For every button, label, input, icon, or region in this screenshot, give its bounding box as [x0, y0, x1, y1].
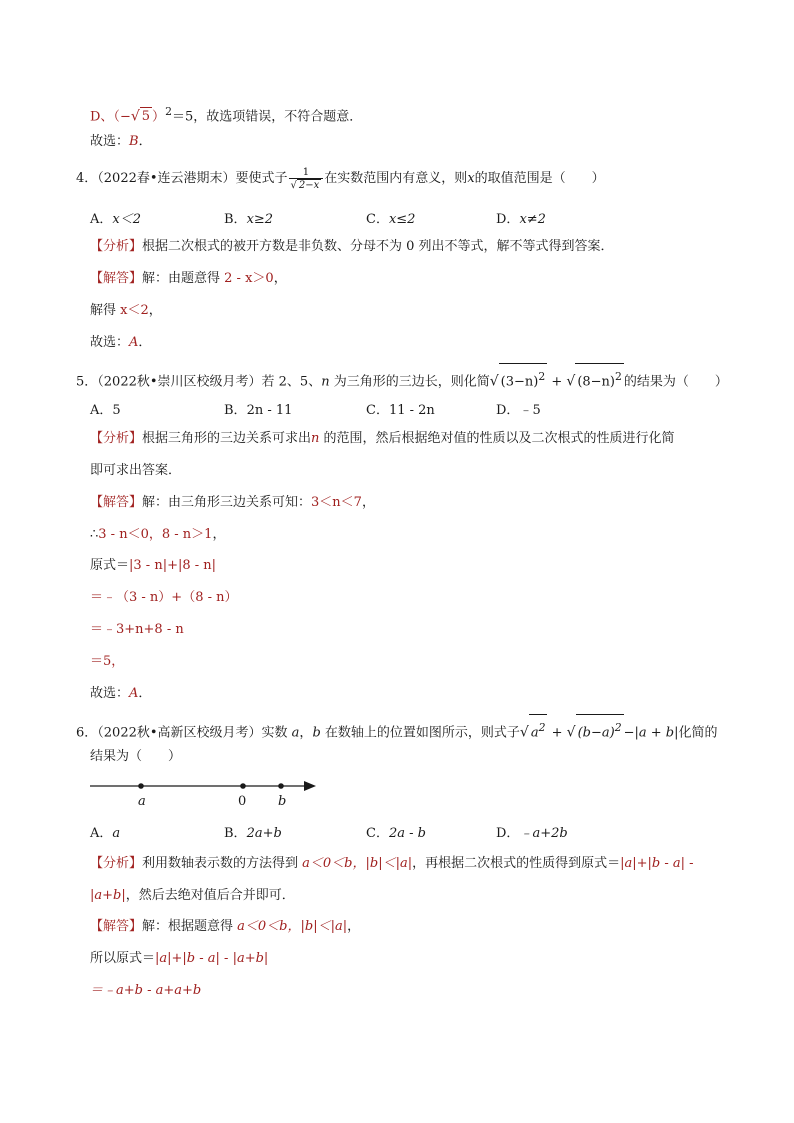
- q6-analysis-2: [90, 887, 295, 905]
- q6-analysis-tag: 【分析】: [90, 856, 143, 871]
- q5-step-2: [90, 557, 216, 575]
- q6-plus: +: [547, 725, 567, 741]
- q4-frac-den-radicand: 2−x: [298, 179, 320, 191]
- sqrt-symbol-icon: √: [566, 724, 576, 741]
- q5-option-d[interactable]: [496, 399, 541, 418]
- q6-answer: [90, 918, 360, 936]
- q5-step1-end: ，: [212, 527, 226, 542]
- q6-option-c-label: C．: [366, 826, 389, 841]
- q4-option-b-label: B．: [224, 212, 247, 227]
- q5-choose-period: ．: [138, 686, 152, 701]
- q5-option-c-text: 11 - 2n: [388, 403, 435, 418]
- q5-radical-2-sup: 2: [615, 370, 622, 383]
- q4-option-c-text: x≤2: [388, 212, 416, 227]
- q5-option-a-label: A．: [90, 403, 113, 418]
- q5-radical-1-body: (3−n): [500, 374, 539, 390]
- q5-stem: [76, 363, 728, 395]
- prev-option-d-close: ）: [152, 109, 166, 125]
- q4-answer: [90, 270, 287, 288]
- q5-analysis-1b: 的范围，然后根据绝对值的性质以及二次根式的性质进行化简: [319, 431, 675, 446]
- q6-analysis-1b: ，再根据二次根式的性质得到原式＝: [412, 856, 621, 871]
- q5-radical-1: [499, 363, 548, 395]
- q5-choose: [90, 685, 151, 703]
- q6-option-b[interactable]: [224, 822, 282, 841]
- q4-option-b[interactable]: [224, 208, 273, 227]
- q5-option-d-text: ﹣5: [519, 403, 541, 418]
- q5-option-b-label: B．: [224, 403, 247, 418]
- prev-option-d-line: [90, 103, 362, 126]
- q5-step-4: ＝﹣3+n+8 - n: [90, 622, 184, 637]
- q4-stem-tail: 的取值范围是（ ）: [474, 171, 605, 186]
- q4-analysis-text: 根据二次根式的被开方数是非负数、分母不为 0 列出不等式，解不等式得到答案．: [142, 239, 614, 254]
- prev-choose-value: B: [129, 134, 139, 149]
- q6-answer-expr: a＜0＜b，|b|＜|a|: [237, 919, 348, 934]
- q4-option-c-label: C．: [366, 212, 389, 227]
- q5-answer-expr: 3＜n＜7: [311, 495, 362, 510]
- q5-option-c[interactable]: [366, 399, 435, 418]
- q6-option-a-text: a: [112, 826, 121, 841]
- arrow-right-icon: [304, 781, 316, 791]
- q5-plus: +: [547, 374, 567, 390]
- q5-step2-prefix: 原式＝: [90, 558, 130, 573]
- q6-option-c[interactable]: [366, 822, 426, 841]
- prev-option-d-sup: 2: [165, 105, 172, 118]
- q4-solve-expr: x＜2: [120, 303, 149, 318]
- q6-stem-tail: 化简的: [678, 725, 718, 741]
- q6-analysis-1a: 利用数轴表示数的方法得到: [142, 856, 303, 871]
- q5-step1-expr: 3 - n＜0，8 - n＞1: [98, 527, 213, 542]
- q6-step1-expr: |a|+|b - a| - |a+b|: [155, 951, 269, 966]
- q4-answer-tag: 【解答】: [90, 271, 143, 286]
- q5-analysis-1: [90, 430, 675, 448]
- q4-choose: [90, 334, 151, 352]
- q4-answer-intro: 解：由题意得: [142, 271, 225, 286]
- q4-analysis-tag: 【分析】: [90, 239, 143, 254]
- q4-solve: [90, 302, 162, 320]
- q6-radical-2-sup: 2: [614, 721, 622, 734]
- q5-var-n: n: [321, 374, 330, 390]
- q5-option-b-text: 2n - 11: [246, 403, 293, 418]
- q5-option-a[interactable]: [90, 399, 121, 418]
- q5-option-b[interactable]: [224, 399, 292, 418]
- q4-option-a-text: x＜2: [112, 212, 141, 227]
- q6-stem: [76, 714, 717, 746]
- q5-answer: [90, 494, 375, 512]
- q6-analysis-2e: |a+b|: [90, 888, 126, 903]
- q5-analysis-tag: 【分析】: [90, 431, 143, 446]
- q5-answer-tag: 【解答】: [90, 495, 143, 510]
- q6-analysis-1f: |a|+|b - a| -: [620, 856, 694, 871]
- sqrt-symbol-icon: √: [566, 373, 576, 390]
- q6-comma: ，: [299, 725, 313, 741]
- q4-stem: [76, 164, 605, 194]
- q6-radical-2: [576, 714, 624, 746]
- q5-analysis-var-n: n: [311, 431, 320, 446]
- q4-option-c[interactable]: [366, 208, 415, 227]
- q4-stem-after: 在实数范围内有意义，则: [324, 171, 468, 186]
- q6-step1-prefix: 所以原式＝: [90, 951, 156, 966]
- q4-option-d-text: x≠2: [519, 212, 546, 227]
- q4-fraction: [289, 167, 324, 191]
- point-b-dot: [278, 783, 284, 789]
- q6-option-d-text: ﹣a+2b: [519, 826, 568, 841]
- sqrt-symbol-icon: √: [489, 373, 499, 390]
- q6-options: [90, 822, 650, 840]
- sqrt-symbol-icon: √: [130, 108, 140, 125]
- q5-stem-tail: 的结果为（ ）: [623, 374, 728, 390]
- q4-options: [90, 208, 650, 226]
- q4-option-d-label: D．: [496, 212, 520, 227]
- q5-radical-1-sup: 2: [538, 370, 546, 383]
- q5-option-c-label: C．: [366, 403, 389, 418]
- q6-step-1: [90, 950, 268, 968]
- prev-choose-label: 故选：: [90, 134, 130, 149]
- q4-answer-expr: 2 - x＞0: [224, 271, 274, 286]
- q6-option-a[interactable]: [90, 822, 120, 841]
- q5-step-5: ＝5，: [90, 654, 125, 669]
- q6-radical-1-sup: 2: [538, 721, 546, 734]
- q5-stem-mid: 为三角形的三边长，则化简: [329, 374, 490, 390]
- q6-option-c-text: 2a - b: [388, 826, 426, 841]
- q6-stem-mid: 在数轴上的位置如图所示，则式子: [320, 725, 520, 741]
- q6-var-b: b: [312, 725, 321, 741]
- q6-radical-2-body: (b−a): [577, 725, 615, 741]
- q5-stem-before: 5．（2022秋•崇川区校级月考）若 2、5、: [76, 374, 322, 390]
- q6-step-2: ＝﹣a+b - a+a+b: [90, 983, 202, 998]
- q5-answer-end: ，: [361, 495, 375, 510]
- q6-var-a: a: [291, 725, 300, 741]
- q5-choose-label: 故选：: [90, 686, 130, 701]
- prev-option-d-neg: −: [119, 109, 131, 125]
- q4-stem-before: 4．（2022春•连云港期末）要使式子: [76, 171, 288, 186]
- q6-option-b-text: 2a+b: [246, 826, 282, 841]
- q4-frac-num: 1: [289, 167, 324, 179]
- q6-stem-line-2: 结果为（ ）: [90, 749, 182, 764]
- q6-number-line: [88, 774, 320, 812]
- q5-step-1: [90, 526, 225, 544]
- q5-answer-intro: 解：由三角形三边关系可知：: [142, 495, 312, 510]
- q5-analysis-1a: 根据三角形的三边关系可求出: [142, 431, 312, 446]
- q6-analysis-1: [90, 855, 694, 873]
- q6-option-b-label: B．: [224, 826, 247, 841]
- sqrt-symbol-icon: √: [519, 724, 529, 741]
- q5-step2-expr: |3 - n|+|8 - n|: [129, 558, 217, 573]
- q4-option-a-label: A．: [90, 212, 113, 227]
- q5-analysis-2: [90, 462, 181, 480]
- q4-solve-intro: 解得: [90, 303, 121, 318]
- q4-option-d[interactable]: [496, 208, 546, 227]
- q6-analysis-1e: a＜0＜b，|b|＜|a|: [302, 856, 413, 871]
- q5-option-d-label: D．: [496, 403, 520, 418]
- q6-radical-1: [529, 714, 548, 746]
- point-b-label: b: [278, 794, 287, 809]
- q4-answer-end: ，: [273, 271, 287, 286]
- q4-option-a[interactable]: [90, 208, 141, 227]
- q4-option-b-text: x≥2: [246, 212, 274, 227]
- q6-stem-before: 6．（2022秋•高新区校级月考）实数: [76, 725, 292, 741]
- q4-var-x: x: [467, 171, 475, 186]
- q4-analysis: [90, 238, 614, 256]
- prev-choose-line: [90, 133, 152, 151]
- q6-option-a-label: A．: [90, 826, 113, 841]
- q6-radical-1-body: a: [530, 725, 539, 741]
- q4-choose-period: ．: [138, 335, 152, 350]
- q5-analysis-2-text: 即可求出答案．: [90, 463, 182, 478]
- prev-option-d-prefix: D、（: [90, 109, 120, 125]
- q4-solve-end: ，: [148, 303, 162, 318]
- q5-radical-2-body: (8−n): [577, 374, 615, 390]
- q5-option-a-text: 5: [112, 403, 121, 418]
- q4-choose-value: A: [129, 335, 139, 350]
- q5-step1-prefix: ∴: [90, 527, 99, 542]
- sqrt-symbol-icon: √: [290, 179, 297, 191]
- q6-answer-intro: 解：根据题意得: [142, 919, 238, 934]
- point-a-dot: [138, 783, 144, 789]
- prev-option-d-rest: ＝5，故选项错误，不符合题意．: [171, 109, 363, 125]
- prev-option-d-radicand: 5: [141, 109, 151, 125]
- q6-minus-abs: −|a + b|: [623, 725, 679, 741]
- q6-analysis-2-text: ，然后去绝对值后合并即可．: [125, 888, 295, 903]
- q6-answer-tag: 【解答】: [90, 919, 143, 934]
- prev-choose-period: ．: [138, 134, 152, 149]
- point-a-label: a: [138, 794, 146, 809]
- point-zero-dot: [240, 783, 246, 789]
- q6-option-d-label: D．: [496, 826, 520, 841]
- q5-choose-value: A: [129, 686, 139, 701]
- q6-option-d[interactable]: [496, 822, 568, 841]
- q5-options: [90, 399, 650, 417]
- point-zero-label: 0: [238, 794, 247, 809]
- q4-frac-den: [289, 179, 324, 191]
- q5-radical-2: [575, 363, 624, 395]
- q5-step-3: ＝﹣（3 - n）+（8 - n）: [90, 590, 238, 605]
- q4-choose-label: 故选：: [90, 335, 130, 350]
- q6-answer-end: ，: [347, 919, 361, 934]
